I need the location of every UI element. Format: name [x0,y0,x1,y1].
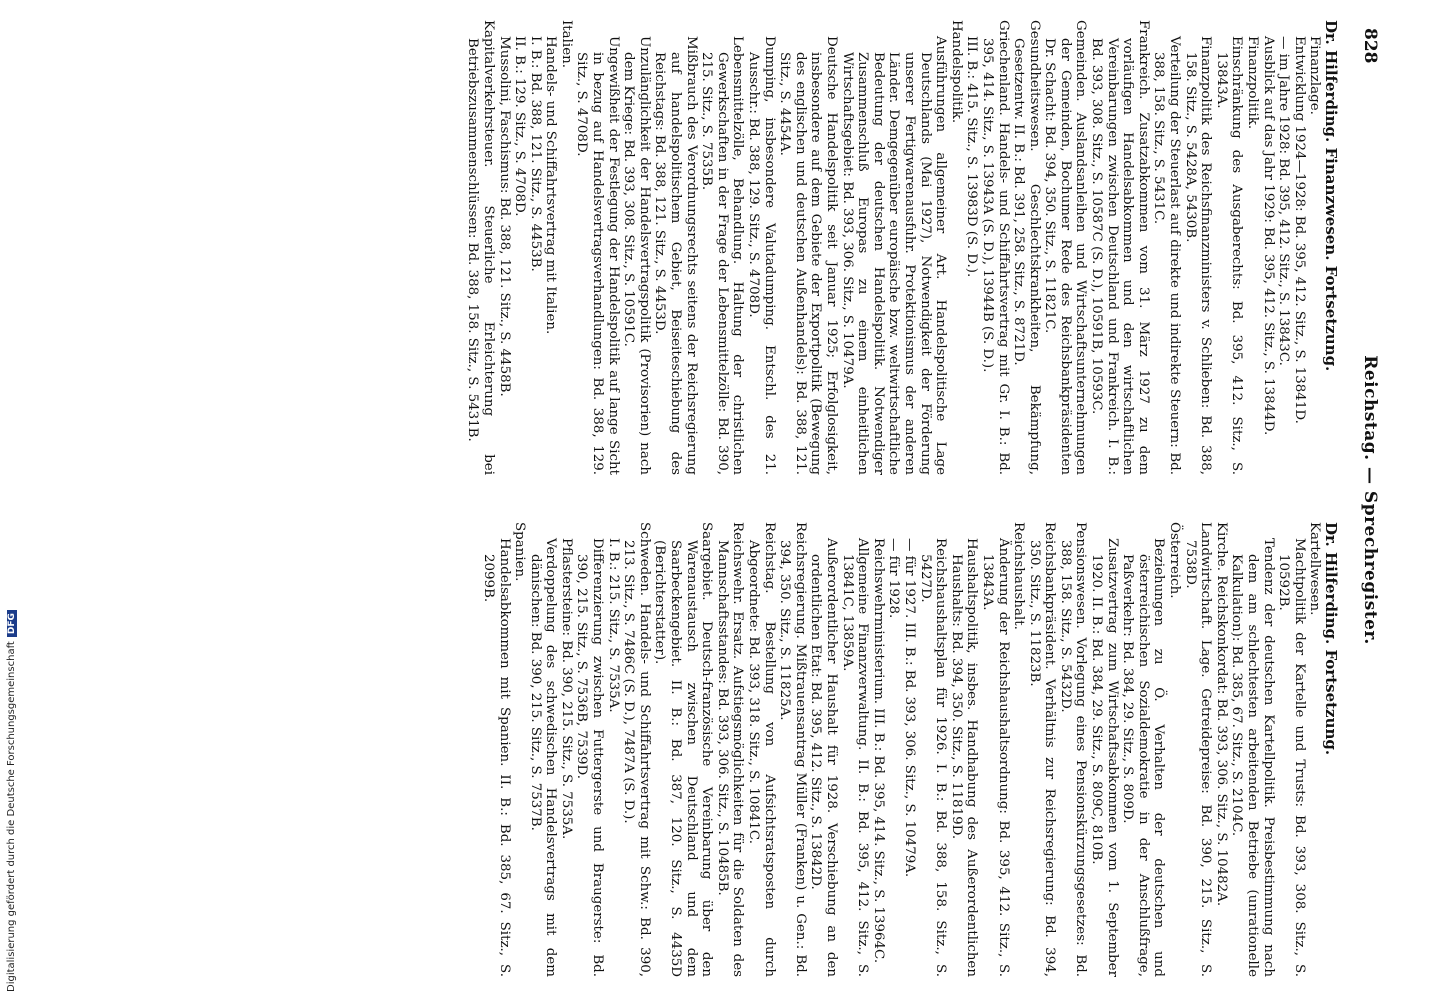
register-entry: Italien. [558,20,574,69]
register-entry: Machtpolitik der Kartelle und Trusts: Bd. 393, 308. Sitz., S. 10592B. [1276,538,1307,977]
register-entry: Außerordentlicher Haushalt für 1928. Verschiebung an den ordentlichen Etat: Bd. 395, 412. Sitz., S. 13842D. [808,538,839,977]
column-heading: Dr. Hilferding. Finanzwesen. Fortsetzung. [1322,20,1340,372]
register-entry: — für 1927. III. B.: Bd. 393, 306. Sitz., S. 10479A. [901,538,917,878]
register-entry: Haushaltspolitik, insbes. Handhabung des Außerordentlichen Haushalts: Bd. 394, 350. Sitz., S. 11819D. [948,538,980,977]
register-entry: Reichsbankpräsident. Verhältnis zur Reichsregierung: Bd. 394, 350. Sitz., S. 11823B. [1026,522,1058,977]
register-entry: Pflastersteine: Bd. 390, 215. Sitz., S. 7535A. [558,538,574,840]
register-entry: Deutsche Handelspolitik seit Januar 1925; Erfolglosigkeit, insbesondere auf dem Gebiete der Exportpolitik (Bewegung des englischen und deutschen Außenhandels): Bd. 388, 121. Sitz., S. 4454A. [777,36,839,475]
register-entry: Verteilung der Steuerlast auf direkte und indirekte Steuern: Bd. 388, 158. Sitz., S. 5431C. [1151,36,1183,475]
page-header [1346,20,1386,980]
register-entry: Mussolini, Faschismus: Bd. 388, 121. Sitz., S. 4458B. [496,36,512,397]
register-entry: Zusatzvertrag zum Wirtschaftsabkommen vom 1. September 1920. II. B.: Bd. 384, 29. Sitz., S. 809C, 810B. [1089,538,1120,977]
right-column [480,522,1338,977]
register-entry: Gemeinden. Auslandsanleihen und Wirtschaftsunternehmungen der Gemeinden, Bochumer Rede des Reichsbankpräsidenten Dr. Schacht: Bd. 394, 350. Sitz., S. 11821C. [1042,20,1089,475]
register-entry: Schweden. Handels- und Schiffahrtsvertrag mit Schw.: Bd. 390, 213. Sitz., S. 7486C (S. D.), 7487A (S. D.). [621,522,652,977]
dfg-logo: DFG [7,610,17,637]
register-entry: Entwicklung 1924—1928: Bd. 395, 412. Sitz., S. 13841D. [1291,36,1307,424]
register-entry: Saargebiet. Deutsch-französische Vereinbarung über den Warenaustausch zwischen Deutschland und dem Saarbeckengebiet. II. B.: Bd. 387, 120. Sitz., S. 4435D (Berichterstatter). [652,522,715,977]
register-entry: Dumping, insbesondere Valutadumping. Entschl. des 21. Ausschr.: Bd. 388, 129. Sitz., S. 4708D. [746,36,777,475]
register-entry: Allgemeine Finanzverwaltung. II. B.: Bd. 395, 412. Sitz., S. 13841C, 13859A. [839,538,871,977]
register-entry: Reichswehrministerium. III. B.: Bd. 395, 414. Sitz., S. 13964C. [870,538,886,964]
register-entry: Kartellwesen. [1307,522,1323,616]
rotated-register-page [56,20,1386,980]
register-entry: Ungewißheit der Festlegung der Handelspolitik auf lange Sicht in bezug auf Handelsvertragsverhandlungen: Bd. 388, 129. Sitz., S. 4708D. [574,36,621,475]
register-entry: Unzulänglichkeit der Handelsvertragspolitik (Provisorien) nach dem Kriege: Bd. 393, 308. Sitz., S. 10591C. [621,36,652,475]
register-entry: Reichswehr. Ersatz. Aufstiegsmöglichkeiten für die Soldaten des Mannschaftsstandes: Bd. 393, 306. Sitz., S. 10485B. [714,522,746,977]
register-entry: Änderung der Reichshaushaltsordnung: Bd. 395, 412. Sitz., S. 13843A. [979,538,1011,977]
register-entry: Finanzpolitik. [1245,36,1261,130]
register-entry: Kirche. Reichskonkordat: Bd. 393, 306. Sitz., S. 10482A. [1213,522,1229,907]
left-column [465,20,1338,475]
register-entry: II. B.: 129. Sitz., S. 4708D. [512,36,528,217]
register-entry: — für 1928. [886,538,902,619]
page-number: 828 [1360,28,1380,64]
register-entry: Mißbrauch des Verordnungsrechts seitens der Reichsregierung auf handelspolitischem Gebiet, Beiseiteschiebung des Reichstags: Bd. 388, 121. Sitz., S. 4453D. [652,36,699,475]
register-entry: Reichstag. Bestellung von Aufsichtsratsposten durch Abgeordnete: Bd. 393, 318. Sitz., S. 10841C. [746,522,777,977]
register-entry: Reichshaushaltsplan für 1926. I. B.: Bd. 388, 158. Sitz., S. 5427D. [917,538,949,977]
register-entry: I. B.: 215. Sitz., S. 7535A. [605,538,621,713]
register-entry: Verdoppelung des schwedischen Handelsvertrags mit dem dänischen: Bd. 390, 215. Sitz., S. 7537B. [527,538,559,977]
column-heading: Dr. Hilferding. Fortsetzung. [1322,522,1340,756]
register-entry: Landwirtschaft. Lage. Getreidepreise: Bd. 390, 215. Sitz., S. 7538D. [1182,522,1214,977]
register-entry: Differenzierung zwischen Futtergerste und Braugerste: Bd. 390, 215. Sitz., S. 7536B, 7539D. [574,538,606,977]
register-entry: Kapitalverkehrsteuer. Steuerliche Erleichterung bei Betriebszusammenschlüssen: Bd. 388, 158. Sitz., S. 5431B. [465,20,496,475]
register-entry: Finanzpolitik des Reichsfinanzministers v. Schlieben: Bd. 388, 158. Sitz., S. 5428A, 5430B. [1182,36,1214,475]
register-entry: Tendenz der deutschen Kartellpolitik. Preisbestimmung nach dem am schlechtesten arbeitenden Betriebe (unrationelle Kalkulation): Bd. 385, 67. Sitz., S. 2104C. [1229,538,1276,977]
page-title: Reichstag. — Sprechregister. [1360,355,1380,645]
register-entry: Spanien. [512,522,528,582]
register-entry: Einschränkung des Ausgaberechts: Bd. 395, 412. Sitz., S. 13843A. [1213,36,1245,475]
register-entry: Ausblick auf das Jahr 1929: Bd. 395, 412. Sitz., S. 13844D. [1260,36,1276,436]
register-entry: Handelsabkommen mit Spanien. II. B.: Bd. 385, 67. Sitz., S. 2099B. [480,538,512,977]
register-entry: Reichshaushalt. [1011,522,1027,630]
register-entry: Finanzlage. [1307,36,1323,115]
register-entry: Beziehungen zu Ö. Verhalten der deutschen und österreichischen Sozialdemokratie in der Anschlußfrage, Paßverkehr: Bd. 384, 29. Sitz., S. 809D. [1120,538,1167,977]
register-entry: Lebensmittelzölle, Behandlung. Haltung der christlichen Gewerkschaften in der Frage der Lebensmittelzölle: Bd. 390, 215. Sitz., S. 7535B. [699,36,746,475]
register-entry: III. B.: 415. Sitz., S. 13983D (S. D.). [964,36,980,278]
register-entry: Österreich. [1167,522,1183,599]
register-entry: — im Jahre 1928: Bd. 395, 412. Sitz., S. 13843C. [1276,36,1292,366]
register-entry: Reichsregierung. Mißtrauensantrag Müller (Franken) u. Gen.: Bd. 394, 350. Sitz., S. 11825A. [777,522,808,977]
register-entry: Frankreich. Zusatzabkommen vom 31. März 1927 zu dem vorläufigen Handelsabkommen und den wirtschaftlichen Vereinbarungen zwischen Deutschland und Frankreich. I. B.: Bd. 393, 308. Sitz., S. 10587C (S. D.), 10591B, 10593C. [1089,20,1151,475]
credit-text: Digitalisierung gefördert durch die Deutsche Forschungsgemeinschaft [6,641,17,992]
register-entry: Ausführungen allgemeiner Art. Handelspolitische Lage Deutschlands (Mai 1927), Notwendigkeit der Förderung unserer Fertigwarenausfuhr. Protektionismus der anderen Länder. Demgegenüber europäische bzw. weltwirtschaftliche Bedeutung der deutschen Handelspolitik. Notwendiger Zusammenschluß Europas zu einem einheitlichen Wirtschaftsgebiet: Bd. 393, 306. Sitz., S. 10479A. [839,36,949,475]
register-entry: Handelspolitik. [948,20,964,124]
register-entry: Griechenland. Handels- und Schiffahrtsvertrag mit Gr. I. B.: Bd. 395, 414. Sitz., S. 13943A (S. D.), 13944B (S. D.). [979,20,1011,475]
register-entry: I. B.: Bd. 388, 121. Sitz., S. 4453B. [527,36,543,272]
digitization-credit [6,572,17,992]
register-entry: Gesundheitswesen. Geschlechtskrankheiten, Bekämpfung, Gesetzentw. II. B.: Bd. 391, 258. Sitz., S. 8721D. [1011,20,1042,475]
register-entry: Handels- und Schiffahrtsvertrag mit Italien. [543,36,559,335]
register-entry: Pensionswesen. Vorlegung eines Pensionskürzungsgesetzes: Bd. 388, 158. Sitz., S. 5432D. [1057,522,1089,977]
